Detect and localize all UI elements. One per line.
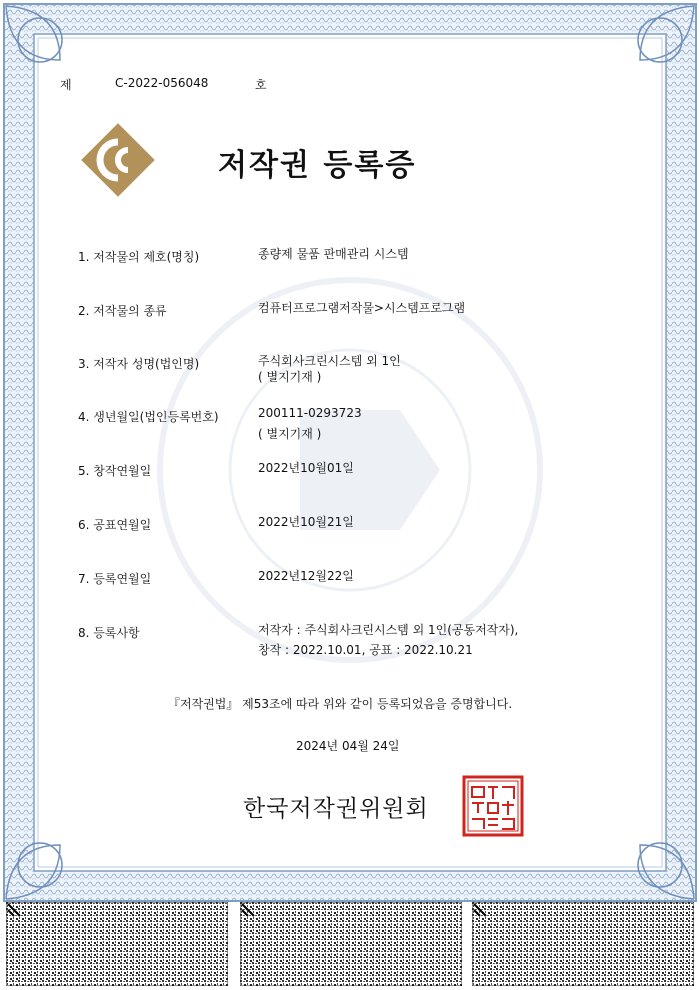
field-value-registration-note: ( 별지기재 ) <box>258 427 322 441</box>
field-value-publication-date: 2022년10월21일 <box>258 515 354 529</box>
security-code-center <box>240 902 462 986</box>
official-seal <box>462 775 524 837</box>
field-value-author-note: ( 별지기재 ) <box>258 370 322 384</box>
field-value-author: 주식회사크린시스템 외 1인 <box>258 354 401 368</box>
field-label-creation-date: 5. 창작연월일 <box>78 464 152 478</box>
field-value-type: 컴퓨터프로그램저작물>시스템프로그램 <box>258 301 466 315</box>
field-value-registration-details-line2: 창작 : 2022.10.01, 공표 : 2022.10.21 <box>258 643 473 657</box>
field-label-title: 1. 저작물의 제호(명칭) <box>78 250 200 264</box>
field-label-registration-number: 4. 생년월일(법인등록번호) <box>78 410 219 424</box>
field-value-registration-date: 2022년12월22일 <box>258 569 354 583</box>
copyright-commission-logo <box>78 120 158 200</box>
certificate-title: 저작권 등록증 <box>218 148 417 183</box>
field-label-author: 3. 저작자 성명(법인명) <box>78 357 200 371</box>
field-value-registration-number: 200111-0293723 <box>258 406 362 420</box>
field-label-type: 2. 저작물의 종류 <box>78 304 167 318</box>
security-code-left <box>6 902 228 986</box>
certificate-number: C-2022-056048 <box>115 76 209 90</box>
field-label-registration-details: 8. 등록사항 <box>78 626 140 640</box>
field-value-creation-date: 2022년10월01일 <box>258 461 354 475</box>
field-value-registration-details-line1: 저작자 : 주식회사크린시스템 외 1인(공동저작자), <box>258 623 519 637</box>
field-label-publication-date: 6. 공표연월일 <box>78 518 152 532</box>
security-code-right <box>472 902 694 986</box>
field-value-title: 종량제 물품 판매관리 시스템 <box>258 247 409 261</box>
issuer-name: 한국저작권위원회 <box>243 796 429 822</box>
field-label-registration-date: 7. 등록연월일 <box>78 572 152 586</box>
issue-date: 2024년 04월 24일 <box>296 739 400 753</box>
certification-statement: 『저작권법』 제53조에 따라 위와 같이 등록되었음을 증명합니다. <box>168 697 513 711</box>
certificate-number-suffix: 호 <box>255 78 267 92</box>
certificate-number-prefix: 제 <box>60 78 72 92</box>
